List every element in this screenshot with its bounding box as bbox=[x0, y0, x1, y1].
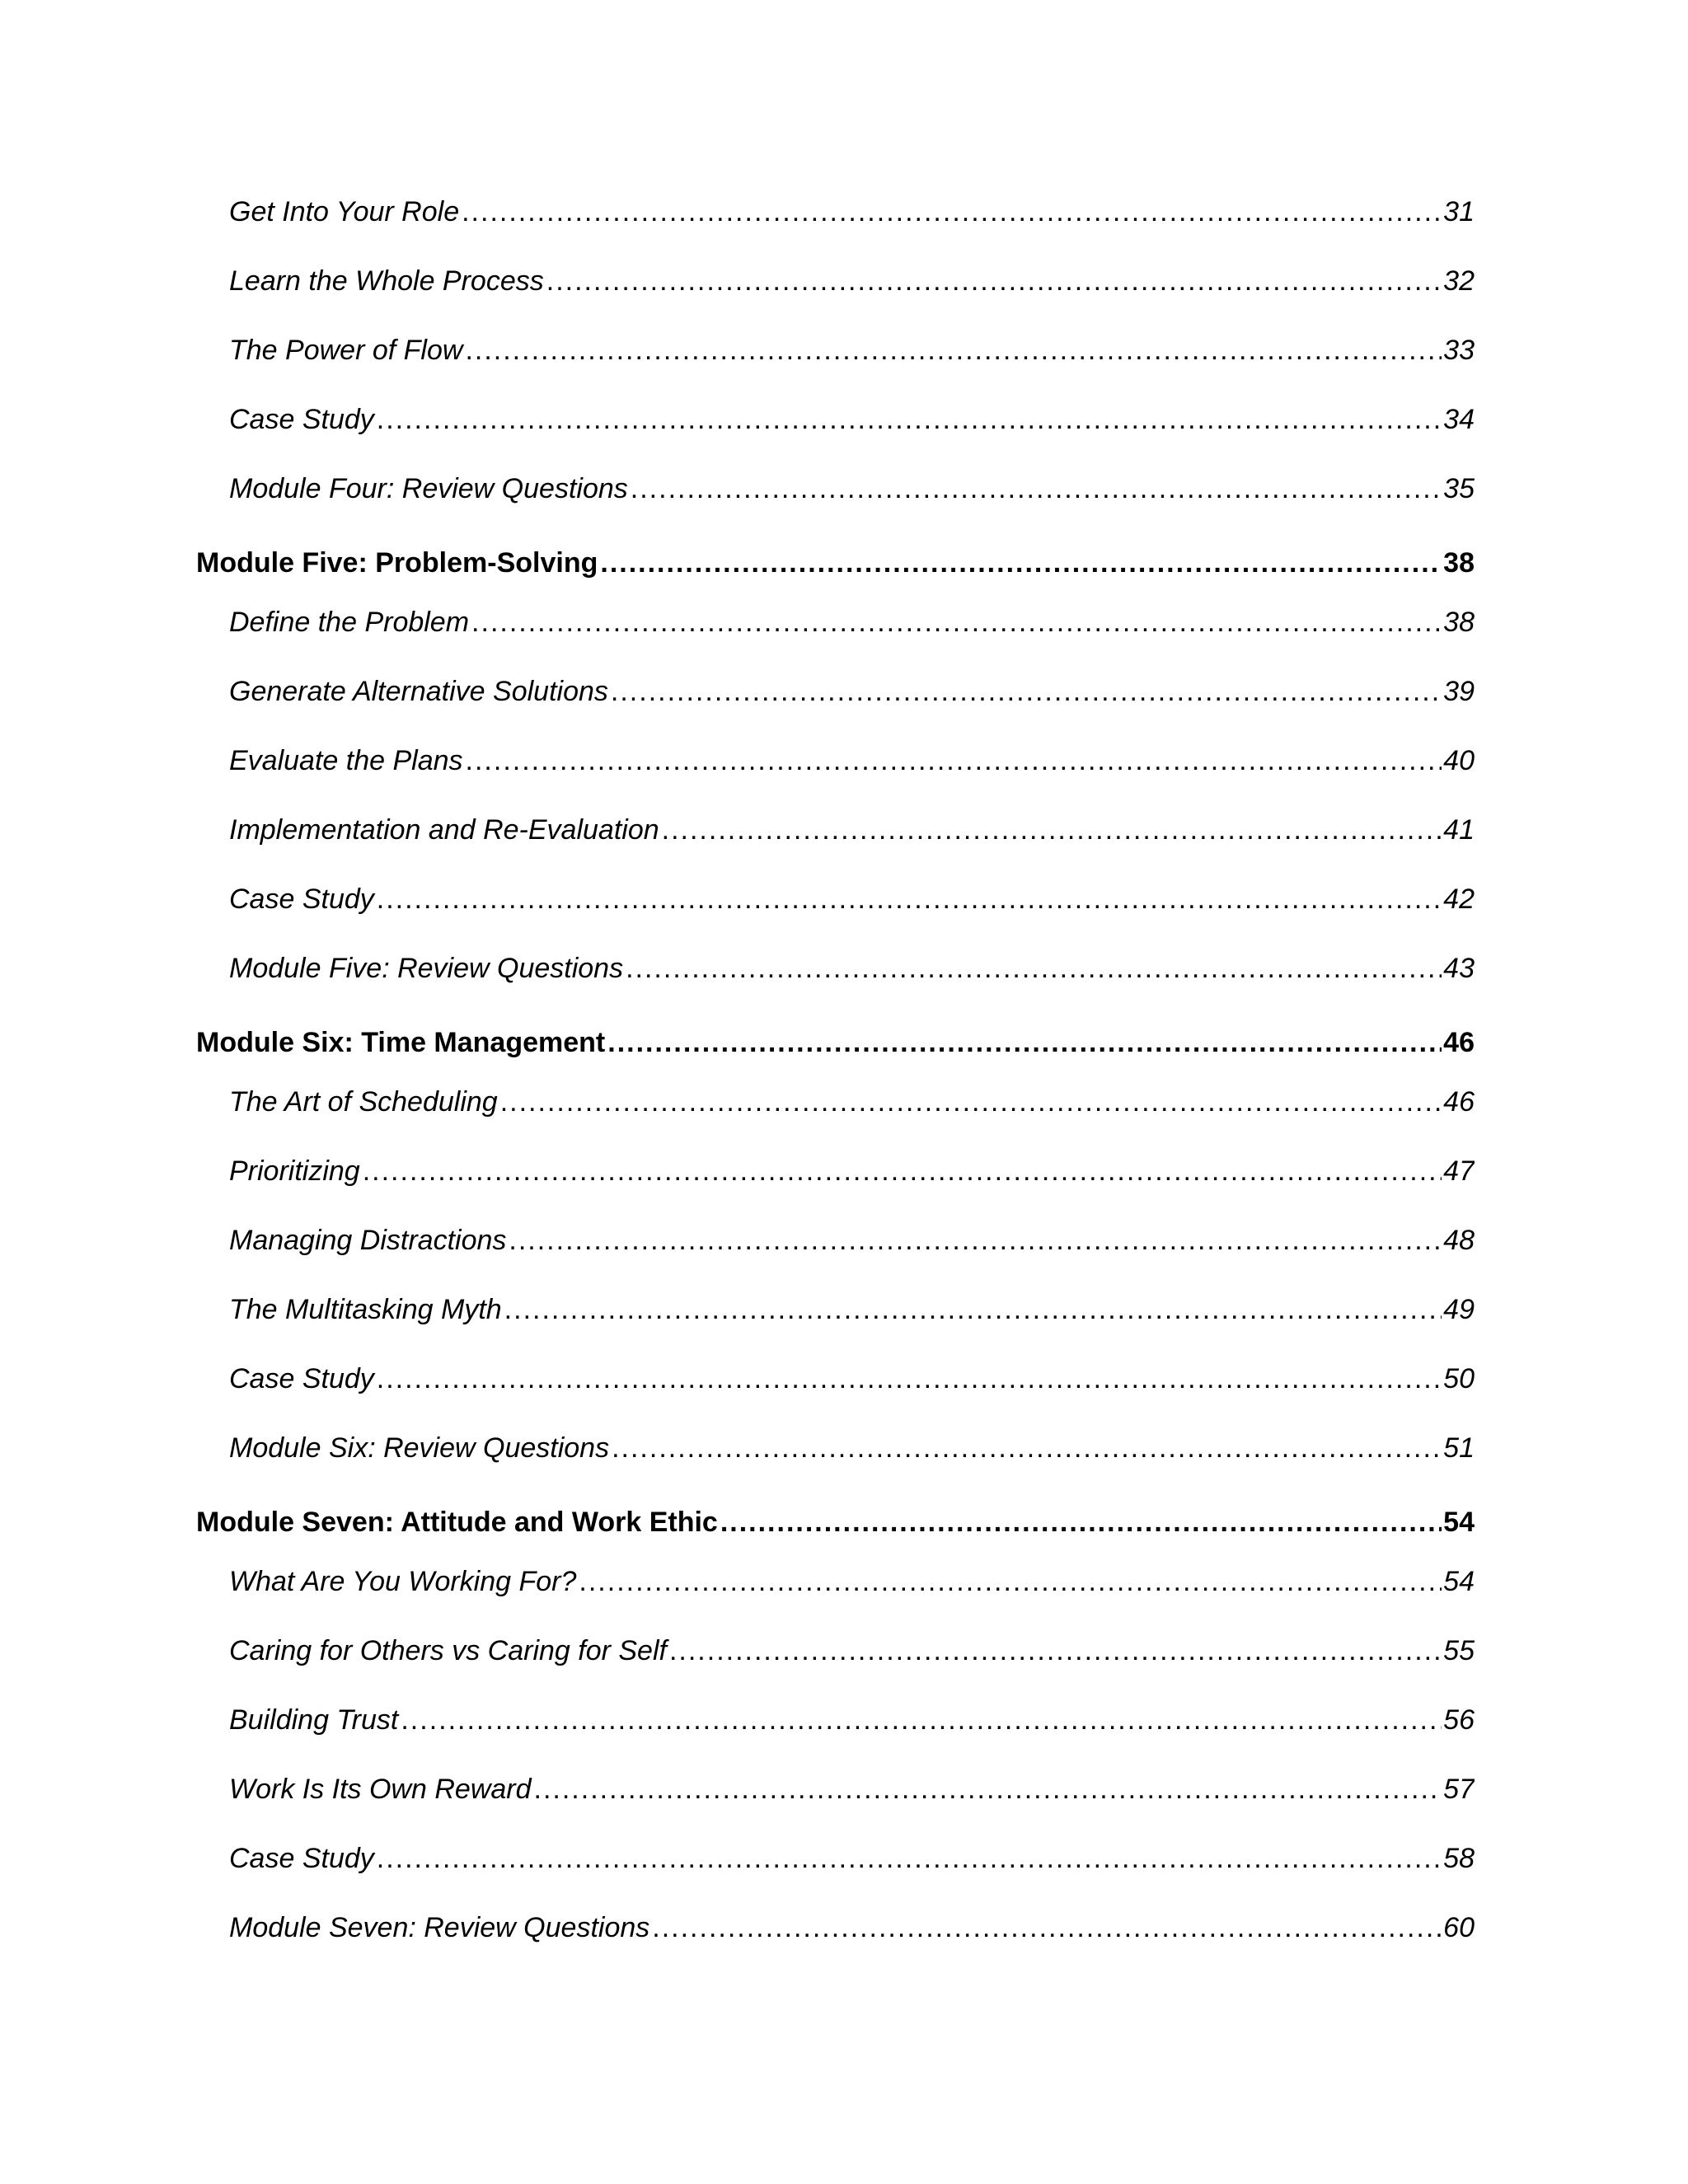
toc-entry-title: Define the Problem bbox=[229, 607, 470, 638]
toc-entry-page: 55 bbox=[1443, 1635, 1475, 1666]
toc-entry-title: Module Six: Review Questions bbox=[229, 1432, 610, 1464]
toc-module-heading[interactable] bbox=[196, 1027, 1475, 1059]
dot-leader bbox=[652, 1912, 1442, 1944]
toc-entry-title: Caring for Others vs Caring for Self bbox=[229, 1635, 667, 1666]
toc-entry[interactable] bbox=[229, 1432, 1475, 1465]
toc-entry[interactable] bbox=[229, 607, 1475, 639]
dot-leader bbox=[465, 335, 1442, 367]
toc-entry-title: Module Seven: Review Questions bbox=[229, 1912, 650, 1943]
toc-entry-title: Generate Alternative Solutions bbox=[229, 676, 608, 707]
toc-entry[interactable] bbox=[229, 1566, 1475, 1598]
toc-entry-page: 43 bbox=[1443, 953, 1475, 984]
toc-entry-title: Case Study bbox=[229, 1363, 374, 1394]
toc-entry-title: Learn the Whole Process bbox=[229, 265, 544, 297]
toc-entry[interactable] bbox=[229, 265, 1475, 298]
toc-entry-page: 48 bbox=[1443, 1225, 1475, 1256]
toc-entry-page: 42 bbox=[1443, 883, 1475, 915]
toc-entry[interactable] bbox=[229, 676, 1475, 708]
toc-entry-page: 49 bbox=[1443, 1294, 1475, 1325]
toc-entry[interactable] bbox=[229, 196, 1475, 228]
toc-entry[interactable] bbox=[229, 814, 1475, 846]
toc-entry[interactable] bbox=[229, 335, 1475, 367]
dot-leader bbox=[466, 745, 1442, 777]
toc-entry-page: 60 bbox=[1443, 1912, 1475, 1943]
toc-entry-title: The Power of Flow bbox=[229, 335, 463, 366]
toc-entry[interactable] bbox=[229, 745, 1475, 777]
toc-entry[interactable] bbox=[229, 473, 1475, 505]
toc-entry[interactable] bbox=[229, 1294, 1475, 1326]
toc-entry[interactable] bbox=[229, 1912, 1475, 1944]
toc-entry-title: Managing Distractions bbox=[229, 1225, 507, 1256]
toc-entry[interactable] bbox=[229, 1225, 1475, 1257]
toc-entry[interactable] bbox=[229, 1843, 1475, 1875]
dot-leader bbox=[377, 1843, 1442, 1875]
toc-entry-page: 51 bbox=[1443, 1432, 1475, 1464]
toc-module-heading[interactable] bbox=[196, 1507, 1475, 1539]
dot-leader bbox=[600, 547, 1442, 579]
toc-entry[interactable] bbox=[229, 404, 1475, 436]
dot-leader bbox=[579, 1566, 1442, 1598]
toc-entry-title: What Are You Working For? bbox=[229, 1566, 577, 1597]
toc-entry-title: Get Into Your Role bbox=[229, 196, 460, 227]
toc-entry-page: 39 bbox=[1443, 676, 1475, 707]
toc-entry-title: The Art of Scheduling bbox=[229, 1086, 498, 1118]
dot-leader bbox=[377, 883, 1442, 916]
toc-module-heading[interactable] bbox=[196, 547, 1475, 579]
toc-entry-title: Building Trust bbox=[229, 1704, 399, 1736]
toc-entry-title: Module Seven: Attitude and Work Ethic bbox=[196, 1507, 718, 1538]
dot-leader bbox=[669, 1635, 1442, 1667]
toc-entry-page: 32 bbox=[1443, 265, 1475, 297]
dot-leader bbox=[626, 953, 1442, 985]
dot-leader bbox=[471, 607, 1442, 639]
toc-entry-title: Case Study bbox=[229, 883, 374, 915]
dot-leader bbox=[607, 1027, 1442, 1059]
dot-leader bbox=[363, 1155, 1442, 1188]
toc-entry-page: 54 bbox=[1443, 1507, 1475, 1538]
toc-entry-title: Prioritizing bbox=[229, 1155, 360, 1187]
toc-entry-page: 38 bbox=[1443, 607, 1475, 638]
toc-entry-page: 50 bbox=[1443, 1363, 1475, 1394]
toc-entry[interactable] bbox=[229, 1635, 1475, 1667]
dot-leader bbox=[500, 1086, 1442, 1118]
toc-entry[interactable] bbox=[229, 953, 1475, 985]
toc-entry-title: Module Five: Problem-Solving bbox=[196, 547, 598, 579]
toc-entry-page: 58 bbox=[1443, 1843, 1475, 1874]
dot-leader bbox=[611, 676, 1442, 708]
toc-entry-title: Evaluate the Plans bbox=[229, 745, 463, 776]
toc-entry-page: 33 bbox=[1443, 335, 1475, 366]
toc-entry-title: Implementation and Re-Evaluation bbox=[229, 814, 659, 846]
dot-leader bbox=[720, 1507, 1442, 1539]
toc-entry[interactable] bbox=[229, 1704, 1475, 1736]
toc-entry-title: The Multitasking Myth bbox=[229, 1294, 502, 1325]
dot-leader bbox=[509, 1225, 1442, 1257]
toc-entry-title: Work Is Its Own Reward bbox=[229, 1774, 532, 1805]
toc-entry-page: 34 bbox=[1443, 404, 1475, 435]
toc-entry-page: 46 bbox=[1443, 1086, 1475, 1118]
toc-entry-page: 38 bbox=[1443, 547, 1475, 579]
toc-entry-title: Case Study bbox=[229, 404, 374, 435]
dot-leader bbox=[546, 265, 1442, 298]
dot-leader bbox=[377, 1363, 1442, 1395]
dot-leader bbox=[662, 814, 1442, 846]
toc-entry[interactable] bbox=[229, 883, 1475, 916]
toc-entry-page: 40 bbox=[1443, 745, 1475, 776]
toc-entry[interactable] bbox=[229, 1155, 1475, 1188]
toc-entry[interactable] bbox=[229, 1363, 1475, 1395]
dot-leader bbox=[462, 196, 1442, 228]
toc-entry-title: Module Four: Review Questions bbox=[229, 473, 628, 504]
toc-entry-page: 54 bbox=[1443, 1566, 1475, 1597]
toc-entry-title: Module Six: Time Management bbox=[196, 1027, 606, 1058]
dot-leader bbox=[612, 1432, 1442, 1465]
toc-entry-title: Case Study bbox=[229, 1843, 374, 1874]
toc-entry-title: Module Five: Review Questions bbox=[229, 953, 624, 984]
toc-entry-page: 31 bbox=[1443, 196, 1475, 227]
dot-leader bbox=[534, 1774, 1442, 1806]
toc-entry[interactable] bbox=[229, 1774, 1475, 1806]
dot-leader bbox=[377, 404, 1442, 436]
dot-leader bbox=[631, 473, 1442, 505]
toc-entry-page: 47 bbox=[1443, 1155, 1475, 1187]
toc-entry-page: 35 bbox=[1443, 473, 1475, 504]
dot-leader bbox=[401, 1704, 1442, 1736]
toc-entry-page: 41 bbox=[1443, 814, 1475, 846]
toc-entry-page: 57 bbox=[1443, 1774, 1475, 1805]
toc-entry-page: 56 bbox=[1443, 1704, 1475, 1736]
dot-leader bbox=[504, 1294, 1442, 1326]
toc-entry[interactable] bbox=[229, 1086, 1475, 1118]
toc-entry-page: 46 bbox=[1443, 1027, 1475, 1058]
